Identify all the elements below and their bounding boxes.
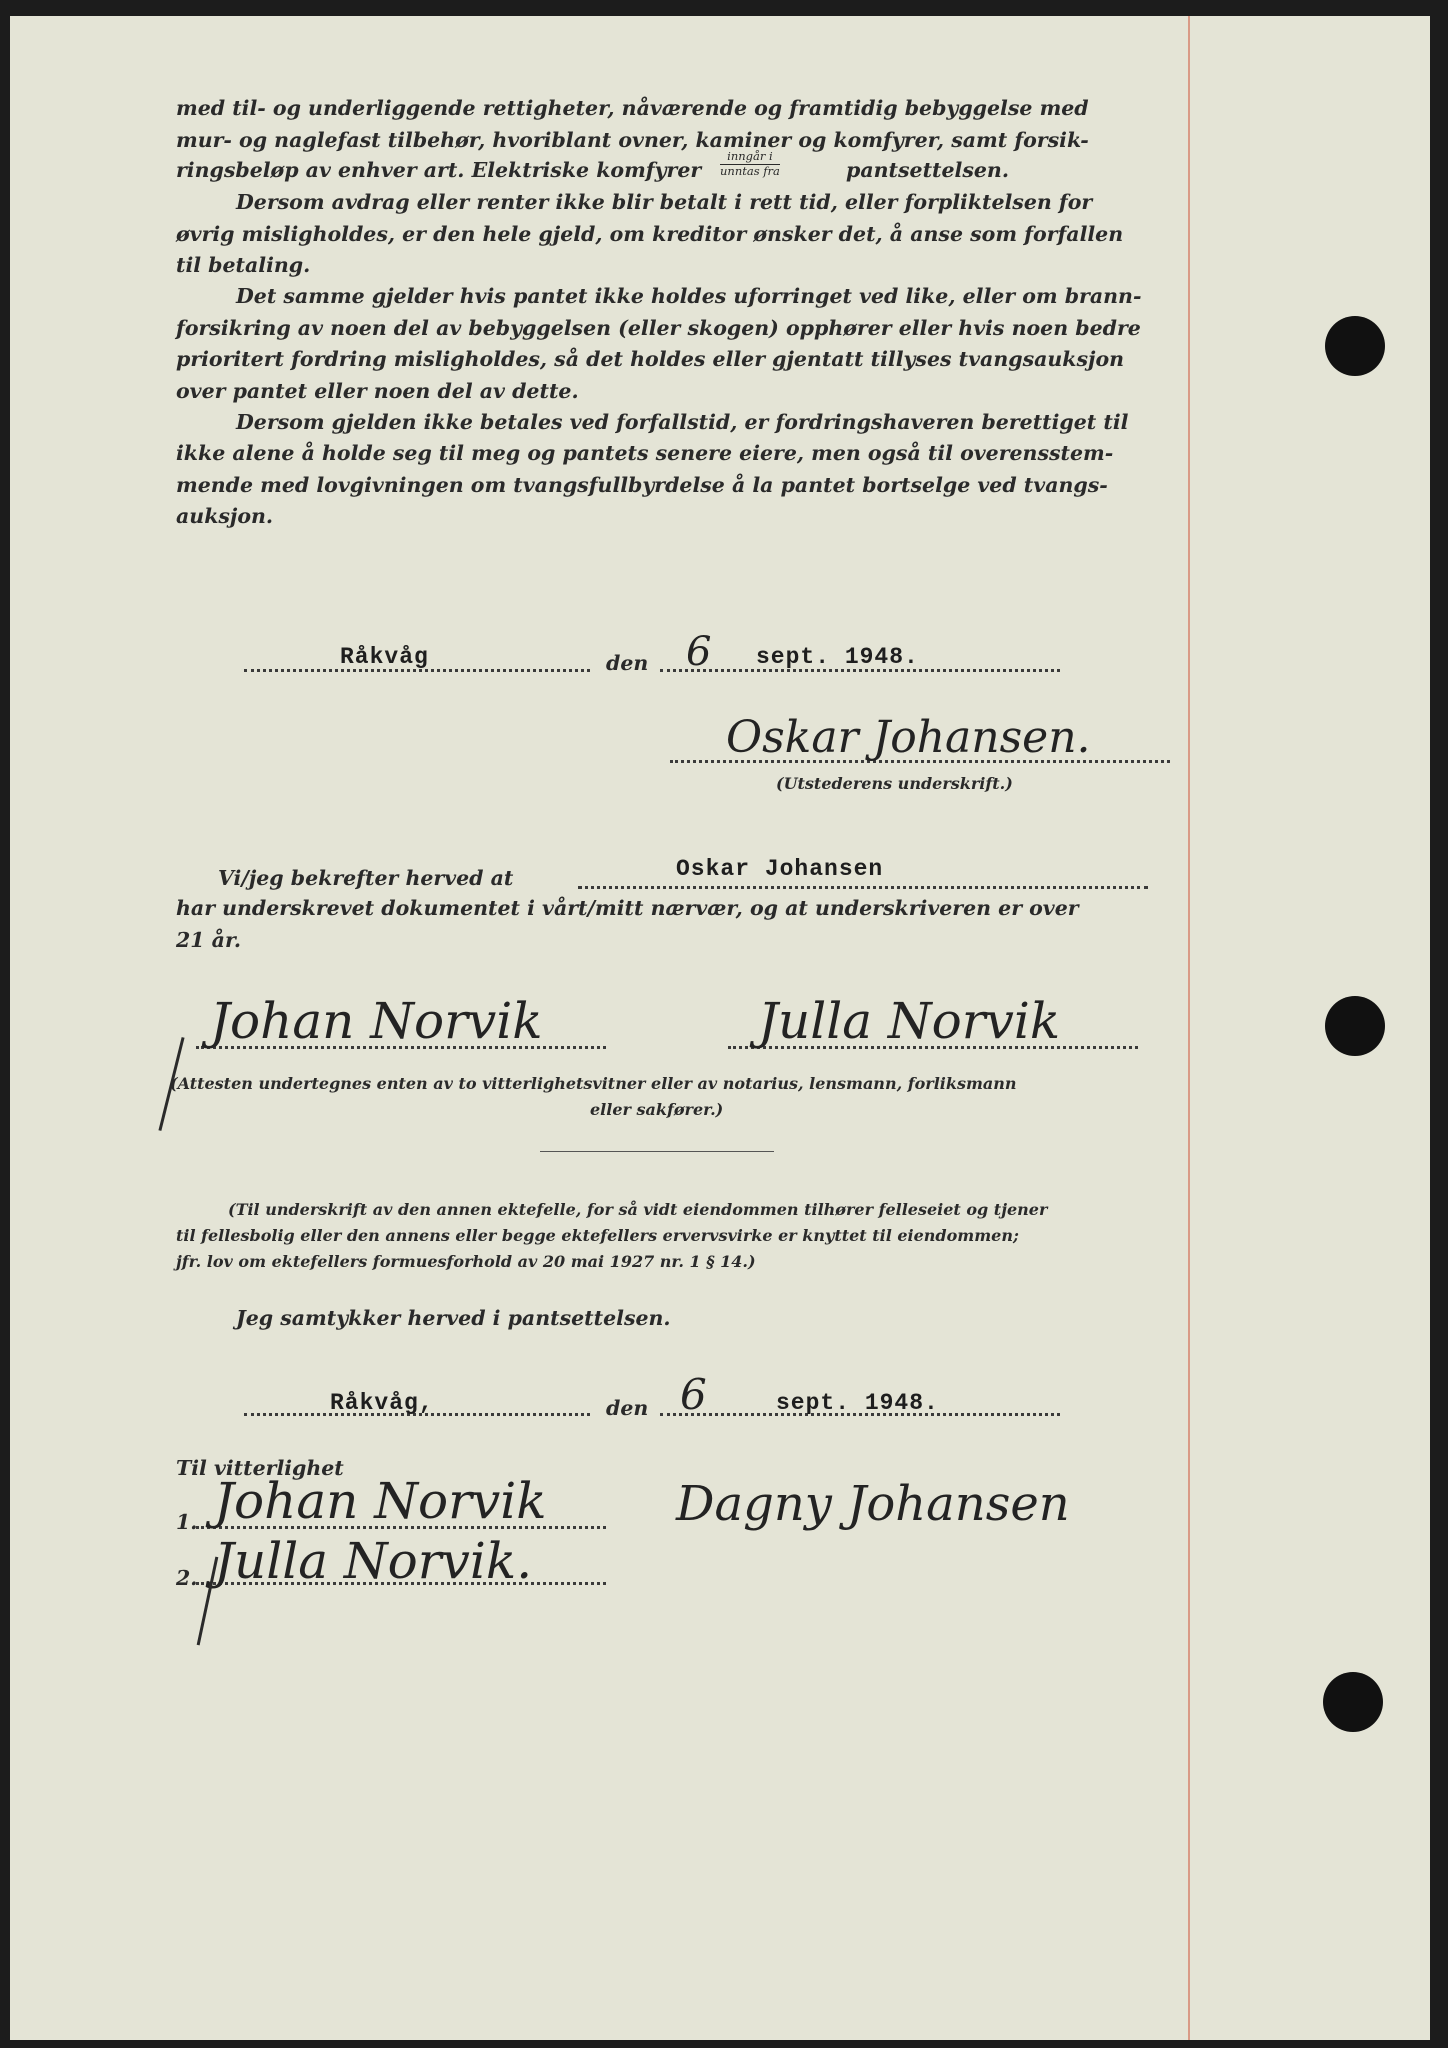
body-line: over pantet eller noen del av dette. (176, 379, 579, 403)
witness-signature: Julla Norvik (758, 992, 1061, 1050)
witness-number: 2. (176, 1566, 198, 1590)
body-line: øvrig misligholdes, er den hele gjeld, om kreditor ønsker det, å anse som forfallen (176, 222, 1124, 246)
punch-hole (1325, 316, 1385, 376)
spouse-note: (Til underskrift av den annen ektefelle, for så vidt eiendommen tilhører felleseiet og tjener (228, 1200, 1048, 1219)
attest-note: (Attesten undertegnes enten av to vitterlighetsvitner eller av notarius, lensmann, forliksmann (170, 1074, 1017, 1093)
place-typed: Råkvåg, (330, 1390, 434, 1416)
day-handwritten: 6 (680, 1370, 707, 1419)
issuer-caption: (Utstederens underskrift.) (776, 774, 1013, 793)
body-line: mur- og naglefast tilbehør, hvoriblant ovner, kaminer og komfyrer, samt forsik- (176, 128, 1089, 152)
typed-name: Oskar Johansen (676, 856, 884, 882)
day-handwritten: 6 (686, 629, 712, 675)
attest-line: 21 år. (176, 928, 242, 952)
body-line: prioritert fordring misligholdes, så det holdes eller gjentatt tillyses tvangsauksjon (176, 347, 1125, 371)
til-vitterlighet-label: Til vitterlighet (176, 1456, 344, 1480)
consent-text: Jeg samtykker herved i pantsettelsen. (236, 1306, 671, 1330)
body-line: ringsbeløp av enhver art. Elektriske komfyrer (176, 158, 702, 182)
body-line: forsikring av noen del av bebyggelsen (eller skogen) opphører eller hvis noen bedre (176, 316, 1141, 340)
body-line: Dersom avdrag eller renter ikke blir betalt i rett tid, eller forpliktelsen for (236, 190, 1093, 214)
body-line: mende med lovgivningen om tvangsfullbyrdelse å la pantet bortselge ved tvangs- (176, 473, 1108, 497)
issuer-signature: Oskar Johansen. (726, 712, 1091, 763)
witness-list-signature: Julla Norvik. (214, 1532, 533, 1590)
body-line: med til- og underliggende rettigheter, nåværende og framtidig bebyggelse med (176, 96, 1089, 120)
den-label: den (606, 651, 649, 675)
attest-line: har underskrevet dokumentet i vårt/mitt nærvær, og at underskriveren er over (176, 896, 1079, 920)
margin-rule (1188, 16, 1190, 2040)
attest-line: Vi/jeg bekrefter herved at (218, 866, 514, 890)
dotted-line (578, 886, 1148, 889)
fraction-insert (720, 150, 780, 178)
body-line: auksjon. (176, 504, 274, 528)
den-label: den (606, 1396, 649, 1420)
witness-number: 1. (176, 1510, 198, 1534)
place-typed: Råkvåg (340, 644, 429, 670)
punch-hole (1325, 996, 1385, 1056)
fraction-top: inngår i (720, 150, 780, 165)
spouse-note: til fellesbolig eller den annens eller begge ektefellers ervervsvirke er knyttet til eiendommen; (176, 1226, 1019, 1245)
body-line: ikke alene å holde seg til meg og pantets senere eiere, men også til overensstem- (176, 441, 1114, 465)
date-typed: sept. 1948. (776, 1390, 939, 1416)
spouse-note: jfr. lov om ektefellers formuesforhold av 20 mai 1927 nr. 1 § 14.) (176, 1252, 756, 1271)
body-line: til betaling. (176, 253, 311, 277)
punch-hole (1323, 1672, 1383, 1732)
date-typed: sept. 1948. (756, 644, 919, 670)
fraction-bottom: unntas fra (720, 164, 780, 179)
body-line: Det samme gjelder hvis pantet ikke holdes uforringet ved like, eller om brann- (236, 284, 1142, 308)
spouse-signature: Dagny Johansen (676, 1476, 1070, 1532)
separator-line (540, 1151, 774, 1152)
witness-list-signature: Johan Norvik (214, 1472, 547, 1530)
witness-signature: Johan Norvik (210, 992, 543, 1050)
attest-note: eller sakfører.) (590, 1100, 724, 1119)
body-line: pantsettelsen. (846, 158, 1009, 182)
body-line: Dersom gjelden ikke betales ved forfallstid, er fordringshaveren berettiget til (236, 410, 1129, 434)
